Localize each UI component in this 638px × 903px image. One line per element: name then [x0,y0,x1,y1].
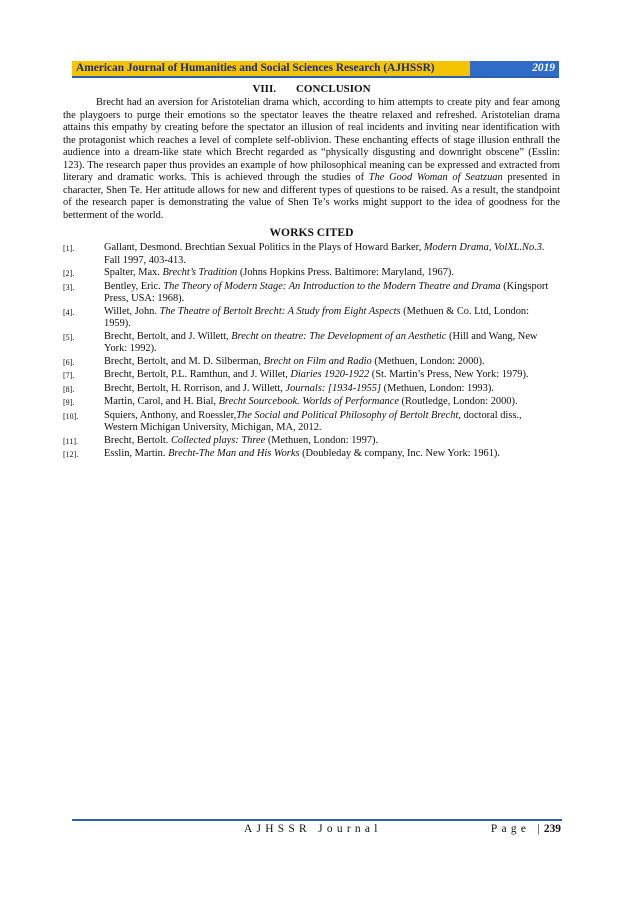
reference-item [63,331,560,356]
reference-item [63,435,560,449]
reference-number: [6]. [63,357,75,367]
reference-number: [11]. [63,436,79,446]
reference-title: The Theatre of Bertolt Brecht: A Study from Eight Aspects [159,305,401,317]
reference-details: (Methuen & Co. Ltd, London: 1959). [104,305,529,330]
reference-title: Brecht on Film and Radio [263,355,372,367]
reference-details: (Kingsport Press, USA: 1968). [104,280,549,305]
reference-item [63,383,560,397]
reference-item [63,369,560,383]
reference-details: (Routledge, London: 2000). [398,396,518,408]
reference-details: (Hill and Wang, New York: 1992). [104,330,538,355]
reference-author: Bentley, Eric. [104,280,164,292]
reference-text [104,281,560,306]
reference-number: [12]. [63,450,79,460]
page-number [491,823,561,835]
reference-details: (Johns Hopkins Press. Baltimore: Maryland, 1967). [237,267,454,279]
footer-journal: AJHSSR Journal [244,823,382,835]
conclusion-text-part2: presented in character, Shen Te. Her attitude allows for new and different types of questions to be raised. As a result, the standpoint of the research paper is demonstrating the value of Shen Te’s works might support to the idea of goodness for the betterment of the world. [63,172,561,221]
reference-title: The Social and Political Philosophy of Bertolt Brecht, [236,409,461,421]
reference-author: Willet, John. [104,305,160,317]
reference-number: [4]. [63,307,75,317]
reference-item [63,267,560,281]
journal-year: 2019 [470,61,559,76]
reference-author: Brecht, Bertolt, P.L. Ramthun, and J. Willet, [104,369,291,381]
reference-title: Brecht’s Tradition [162,267,238,279]
reference-list [63,242,560,462]
reference-text [104,435,560,449]
page-label: Page | [490,823,544,835]
reference-details: doctoral diss., Western Michigan University, Michigan, MA, 2012. [104,409,522,434]
reference-author: Spalter, Max. [104,267,163,279]
reference-details: (Doubleday & company, Inc. New York: 1961). [299,448,500,460]
reference-title: Modern Drama, VolXL.No.3. [423,242,545,254]
reference-item [63,396,560,410]
reference-item [63,306,560,331]
reference-number: [1]. [63,244,75,254]
reference-details: Fall 1997, 403-413. [104,254,186,266]
reference-number: [9]. [63,398,75,408]
reference-title: Collected plays: Three [170,434,266,446]
reference-text [104,383,560,397]
journal-title: American Journal of Humanities and Social Sciences Research (AJHSSR) [72,61,470,76]
reference-text [104,267,560,281]
reference-details: (St. Martin’s Press, New York: 1979). [369,369,529,381]
conclusion-heading [63,82,560,96]
reference-title: The Theory of Modern Stage: An Introduction to the Modern Theatre and Drama [163,280,501,292]
reference-title: Brecht-The Man and His Works [168,448,300,460]
reference-text [104,306,560,331]
conclusion-paragraph [63,97,560,222]
reference-number: [8]. [63,384,75,394]
reference-details: (Methuen, London: 1997). [265,434,379,446]
reference-details: (Methuen, London: 2000). [371,355,485,367]
reference-item [63,281,560,306]
reference-number: [3]. [63,282,75,292]
reference-number: [10]. [63,411,79,421]
reference-author: Esslin, Martin. [104,448,169,460]
conclusion-play-title: The Good Woman of Seatzuan [368,172,503,184]
reference-author: Brecht, Bertolt, H. Rorrison, and J. Willett, [104,382,286,394]
conclusion-text-part1: Brecht had an aversion for Aristotelian drama which, according to him attempts to create pity and fear among the playgoers to purge their emotions so the spectator leaves the theatre relaxed and refreshed. Aristotelian drama attains this empathy by creating before the spectator an illusion of real incidents and inviting near identification with the protagonist which reaches a level of complete self-oblivion. These enchanting effects of stage illusion enthrall the audience into a dream-like state which Brecht regarded as “physically disgusting and downright obscene” (Esslin: 123). The research paper thus provides an example of how philosophical meaning can be expressed and extracted from literary and dramatic works. This is achieved through the studies of [63,97,560,184]
reference-author: Squiers, Anthony, and Roessler, [104,409,237,421]
reference-number: [5]. [63,332,75,342]
reference-author: Gallant, Desmond. Brechtian Sexual Politics in the Plays of Howard Barker, [104,242,424,254]
reference-number: [2]. [63,269,75,279]
reference-text [104,356,560,370]
page-content [63,82,560,462]
reference-text [104,396,560,410]
footer-rule [72,819,562,821]
reference-title: Brecht on theatre: The Development of an Aesthetic [231,330,447,342]
reference-author: Brecht, Bertolt, and M. D. Silberman, [104,355,264,367]
reference-title: Diaries 1920-1922 [290,369,370,381]
reference-number: [7]. [63,371,75,381]
reference-text [104,242,560,267]
reference-text [104,369,560,383]
reference-text [104,448,560,462]
reference-title: Journals: [1934-1955] [285,382,382,394]
reference-title: Brecht Sourcebook. Worlds of Performance [218,396,399,408]
reference-item [63,242,560,267]
reference-author: Brecht, Bertolt, and J. Willett, [104,330,232,342]
reference-item [63,410,560,435]
section-number: VIII. [252,83,276,95]
reference-item [63,356,560,370]
reference-author: Brecht, Bertolt. [104,434,171,446]
reference-author: Martin, Carol, and H. Bial, [104,396,219,408]
section-title: CONCLUSION [295,83,371,95]
reference-details: (Methuen, London: 1993). [381,382,494,394]
works-cited-heading: WORKS CITED [269,226,354,240]
reference-item [63,448,560,462]
page-number-value: 239 [543,823,561,835]
reference-text [104,410,560,435]
journal-header [72,61,559,78]
reference-text [104,331,560,356]
